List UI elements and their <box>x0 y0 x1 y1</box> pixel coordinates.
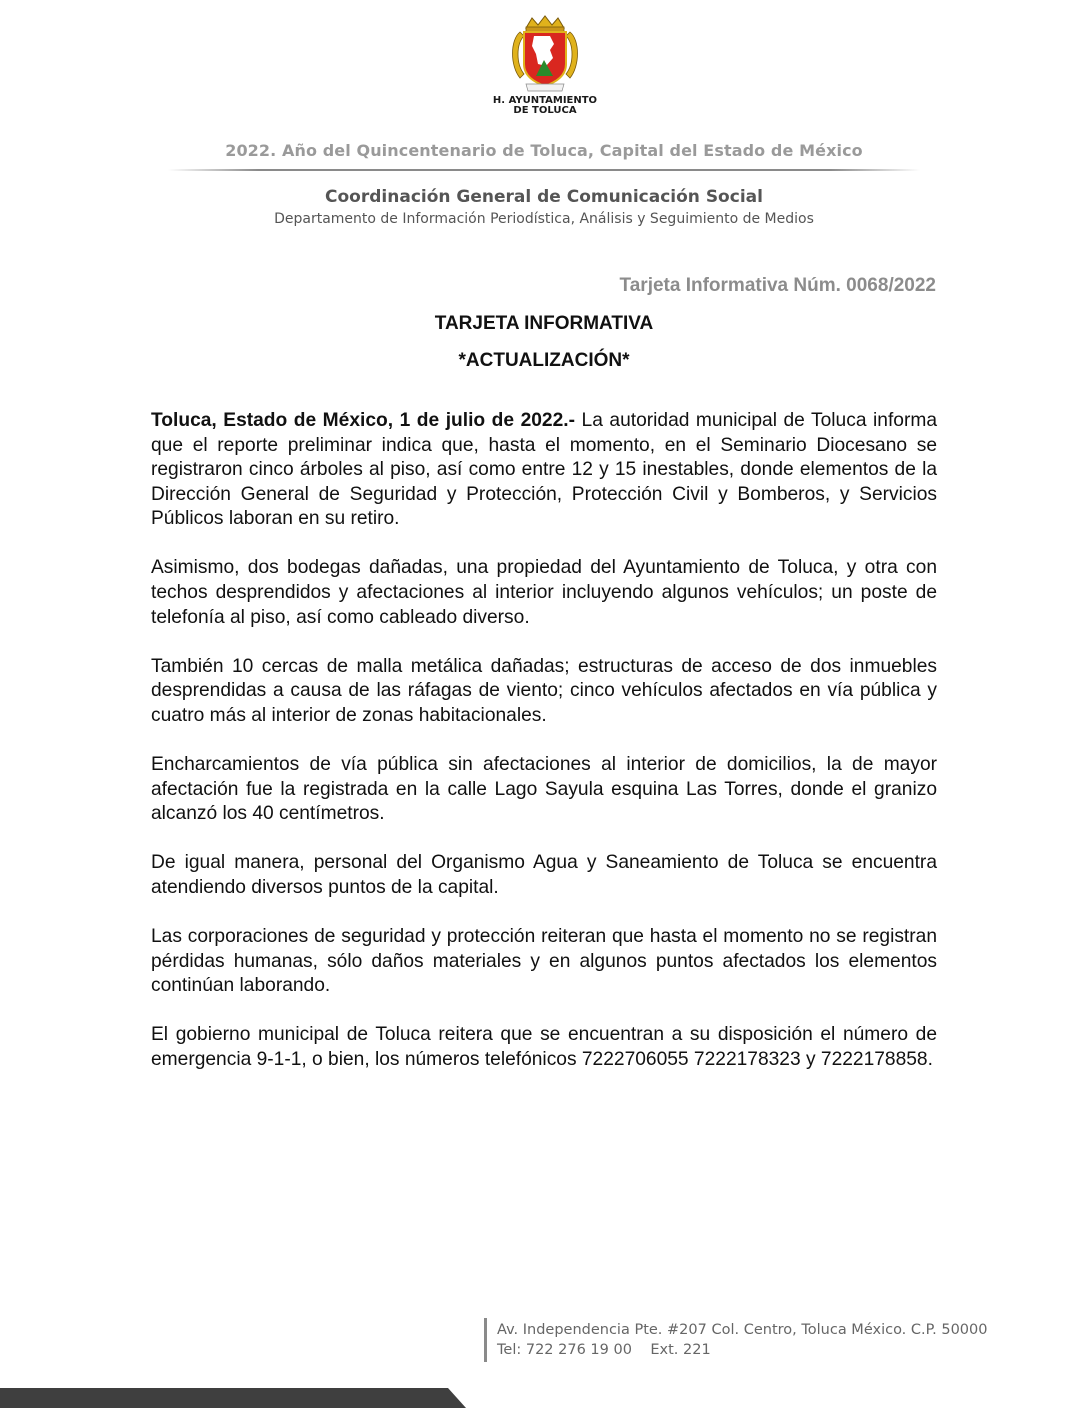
municipal-logo <box>490 14 600 116</box>
document-body <box>151 409 937 1097</box>
body-paragraph: De igual manera, personal del Organismo Agua y Saneamiento de Toluca se encuentra atendiendo diversos puntos de la capital. <box>151 852 937 898</box>
lead-paragraph <box>151 409 937 532</box>
header-divider <box>168 169 920 171</box>
body-paragraph: Encharcamientos de vía pública sin afectaciones al interior de domicilios, la de mayor afectación fue la registrada en la calle Lago Sayula esquina Las Torres, donde el granizo alcanzó los 40 centímetros. <box>151 754 937 825</box>
dateline: Toluca, Estado de México, 1 de julio de 2022.- <box>151 410 575 431</box>
document-title: TARJETA INFORMATIVA <box>434 313 654 334</box>
footer-phone: Tel: 722 276 19 00 Ext. 221 <box>497 1342 711 1358</box>
footer-contact <box>497 1320 987 1360</box>
bottom-decorative-band <box>0 1388 1088 1408</box>
department-subtitle: Departamento de Información Periodística, Análisis y Seguimiento de Medios <box>274 211 814 227</box>
footer-address: Av. Independencia Pte. #207 Col. Centro, Toluca México. C.P. 50000 <box>497 1322 988 1338</box>
document-subtitle: *ACTUALIZACIÓN* <box>458 350 630 371</box>
coordination-title: Coordinación General de Comunicación Social <box>325 187 763 207</box>
lead-text: La autoridad municipal de Toluca informa que el reporte preliminar indica que, hasta el momento, en el Seminario Diocesano se registraron cinco árboles al piso, así como entre 12 y 15 inestables, donde elementos de la Dirección General de Seguridad y Protección, Protección Civil y Bomberos, y Servicios Públicos laboran en su retiro. <box>151 410 937 530</box>
year-banner: 2022. Año del Quincentenario de Toluca, Capital del Estado de México <box>225 141 863 160</box>
logo-caption-line-1: H. AYUNTAMIENTO <box>492 95 598 106</box>
card-number: Tarjeta Informativa Núm. 0068/2022 <box>619 275 936 296</box>
logo-caption-line-2: DE TOLUCA <box>513 105 577 116</box>
body-paragraph: Las corporaciones de seguridad y protección reiteran que hasta el momento no se registran pérdidas humanas, sólo daños materiales y en algunos puntos afectados los elementos continúan laborando. <box>151 926 937 997</box>
body-paragraph: El gobierno municipal de Toluca reitera que se encuentran a su disposición el número de emergencia 9-1-1, o bien, los números telefónicos 7222706055 7222178323 y 7222178858. <box>151 1024 937 1070</box>
body-paragraph: También 10 cercas de malla metálica dañadas; estructuras de acceso de dos inmuebles desprendidas a causa de las ráfagas de viento; cinco vehículos afectados en vía pública y cuatro más al interior de zonas habitacionales. <box>151 655 937 726</box>
body-paragraph: Asimismo, dos bodegas dañadas, una propiedad del Ayuntamiento de Toluca, y otra con techos desprendidos y afectaciones al interior incluyendo algunos vehículos; un poste de telefonía al piso, así como cableado diverso. <box>151 557 937 628</box>
footer-divider <box>484 1318 487 1362</box>
coat-of-arms-icon <box>506 14 584 94</box>
